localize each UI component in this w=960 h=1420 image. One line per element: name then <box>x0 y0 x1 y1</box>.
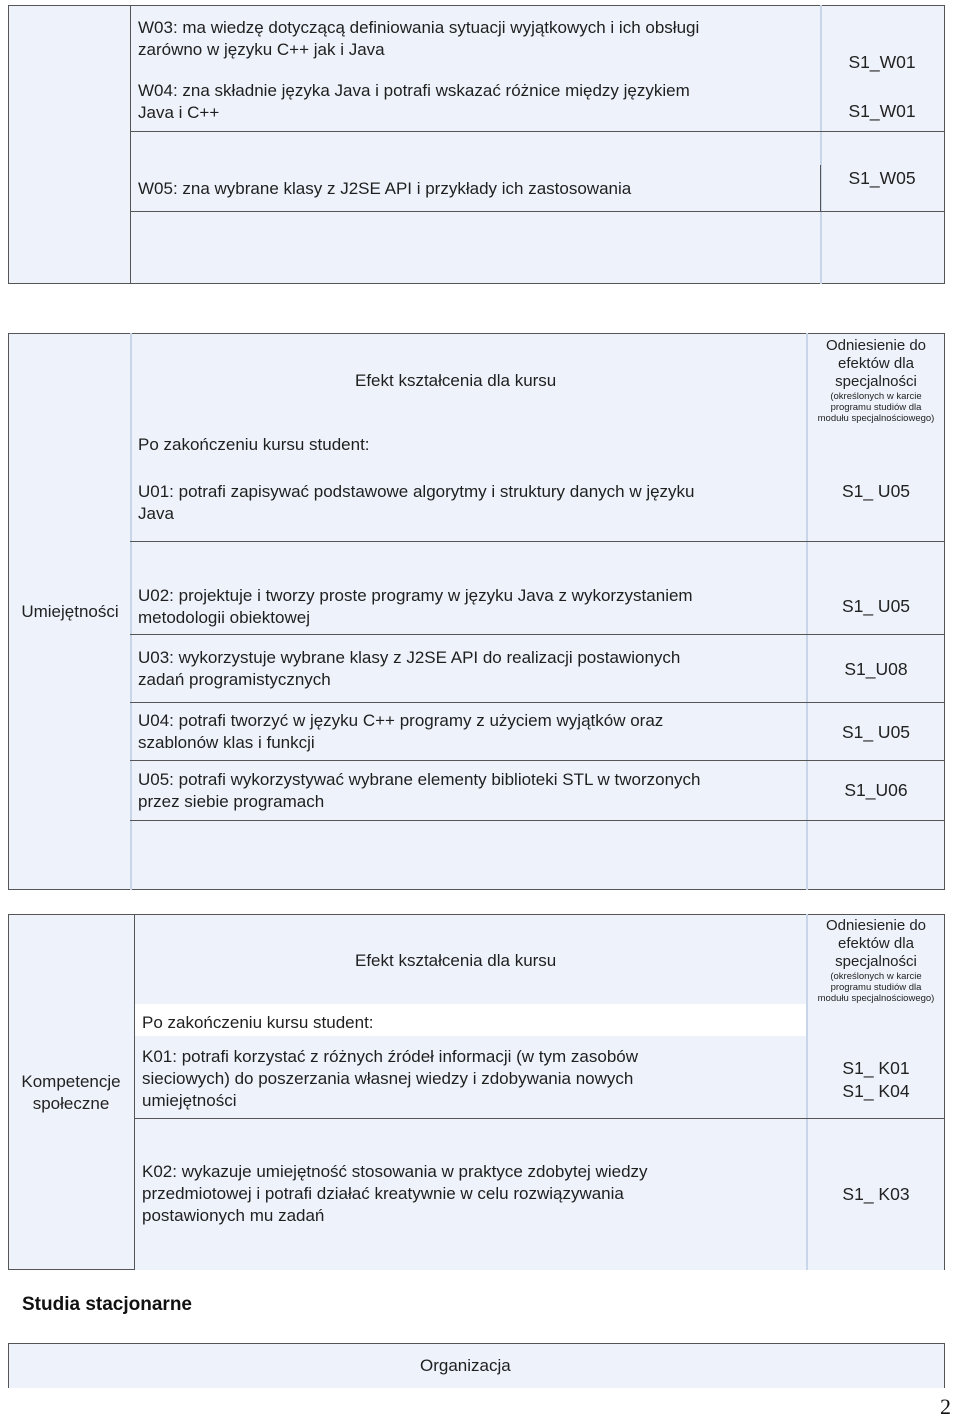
section-u-header-sub: Po zakończeniu kursu student: <box>138 435 370 454</box>
u05-row-line <box>130 820 945 821</box>
u04-description: U04: potrafi tworzyć w języku C++ programy z użyciem wyjątków oraz szablonów klas i funkcji <box>138 711 664 752</box>
w04-row-line <box>130 131 945 132</box>
k02-code: S1_ K03 <box>842 1184 910 1204</box>
section-k-border-top <box>8 914 945 915</box>
w03-description: W03: ma wiedzę dotyczącą definiowania sytuacji wyjątkowych i ich obsługi zarówno w języku C++ jak i Java <box>138 18 700 59</box>
u02-description: U02: projektuje i tworzy proste programy w języku Java z wykorzystaniem metodologii obiektowej <box>138 586 693 627</box>
k01-code: S1_ K01 S1_ K04 <box>842 1058 910 1101</box>
u02-row-line <box>130 634 945 635</box>
u05-code: S1_U06 <box>844 780 908 800</box>
section-u-category: Umiejętności <box>21 602 119 621</box>
section-w-left-border <box>8 5 9 284</box>
u03-row-line <box>130 702 945 703</box>
w03-code: S1_W01 <box>848 52 916 72</box>
section-k-reference-header: Odniesienie do efektów dla specjalności (określonych w karcie programu studiów dla modułu specjalnościowego) <box>817 917 935 1004</box>
page-number: 2 <box>940 1394 951 1419</box>
section-k-right-border <box>944 914 945 1270</box>
section-k-header-sub: Po zakończeniu kursu student: <box>142 1013 374 1032</box>
w04-description: W04: zna składnie języka Java i potrafi wskazać różnice między językiem Java i C++ <box>138 81 690 122</box>
k01-description: K01: potrafi korzystać z różnych źródeł informacji (w tym zasobów sieciowych) do poszerzania własnej wiedzy i zdobywania nowych umiejętności <box>142 1047 639 1110</box>
w04-code: S1_W01 <box>848 101 916 121</box>
section-u-inner-left-border <box>130 333 132 890</box>
w05-code: S1_W05 <box>848 168 916 188</box>
section-w-inner-left-border <box>130 5 131 284</box>
section-w-border-top <box>8 5 945 6</box>
section-u-border-top <box>8 333 945 334</box>
section-w-right-border <box>944 5 945 284</box>
section-k-inner-left-border <box>134 914 135 1270</box>
section-u-right-border <box>944 333 945 890</box>
u01-code: S1_ U05 <box>841 481 911 501</box>
section-w-code-divider <box>820 5 822 284</box>
section-k-left-border <box>8 914 9 1270</box>
section-u-reference-header: Odniesienie do efektów dla specjalności (określonych w karcie programu studiów dla modułu specjalnościowego) <box>817 337 935 424</box>
organizacja-bar-right <box>944 1343 945 1388</box>
section-u-header-title: Efekt kształcenia dla kursu <box>355 371 557 390</box>
w05-row-line <box>130 211 945 212</box>
u04-row-line <box>130 760 945 761</box>
u03-description: U03: wykorzystuje wybrane klasy z J2SE API do realizacji postawionych zadań programistycznych <box>138 648 681 689</box>
w05-code-left-border <box>820 165 821 212</box>
section-k-header-title: Efekt kształcenia dla kursu <box>355 951 557 970</box>
u03-code: S1_U08 <box>844 659 908 679</box>
u01-row-line <box>130 541 945 542</box>
section-k-category: Kompetencje społeczne <box>21 1072 121 1113</box>
w05-description: W05: zna wybrane klasy z J2SE API i przykłady ich zastosowania <box>138 179 632 198</box>
organizacja-label: Organizacja <box>420 1356 511 1375</box>
u02-code: S1_ U05 <box>841 596 911 616</box>
organizacja-bar-left <box>8 1343 9 1388</box>
section-u-left-border <box>8 333 9 890</box>
u05-description: U05: potrafi wykorzystywać wybrane elementy biblioteki STL w tworzonych przez siebie programach <box>138 770 701 811</box>
section-u-border-bottom <box>8 889 945 890</box>
k01-row-line <box>134 1118 945 1119</box>
section-k-border-bottom <box>8 1269 135 1270</box>
organizacja-bar-top <box>8 1343 945 1344</box>
k02-description: K02: wykazuje umiejętność stosowania w praktyce zdobytej wiedzy przedmiotowej i potrafi działać kreatywnie w celu rozwiązywania postawionych mu zadań <box>142 1162 648 1225</box>
u01-description: U01: potrafi zapisywać podstawowe algorytmy i struktury danych w języku Java <box>138 482 695 523</box>
studia-stacjonarne-heading: Studia stacjonarne <box>22 1294 192 1315</box>
u04-code: S1_ U05 <box>841 722 911 742</box>
section-w-border-bottom <box>8 283 945 284</box>
